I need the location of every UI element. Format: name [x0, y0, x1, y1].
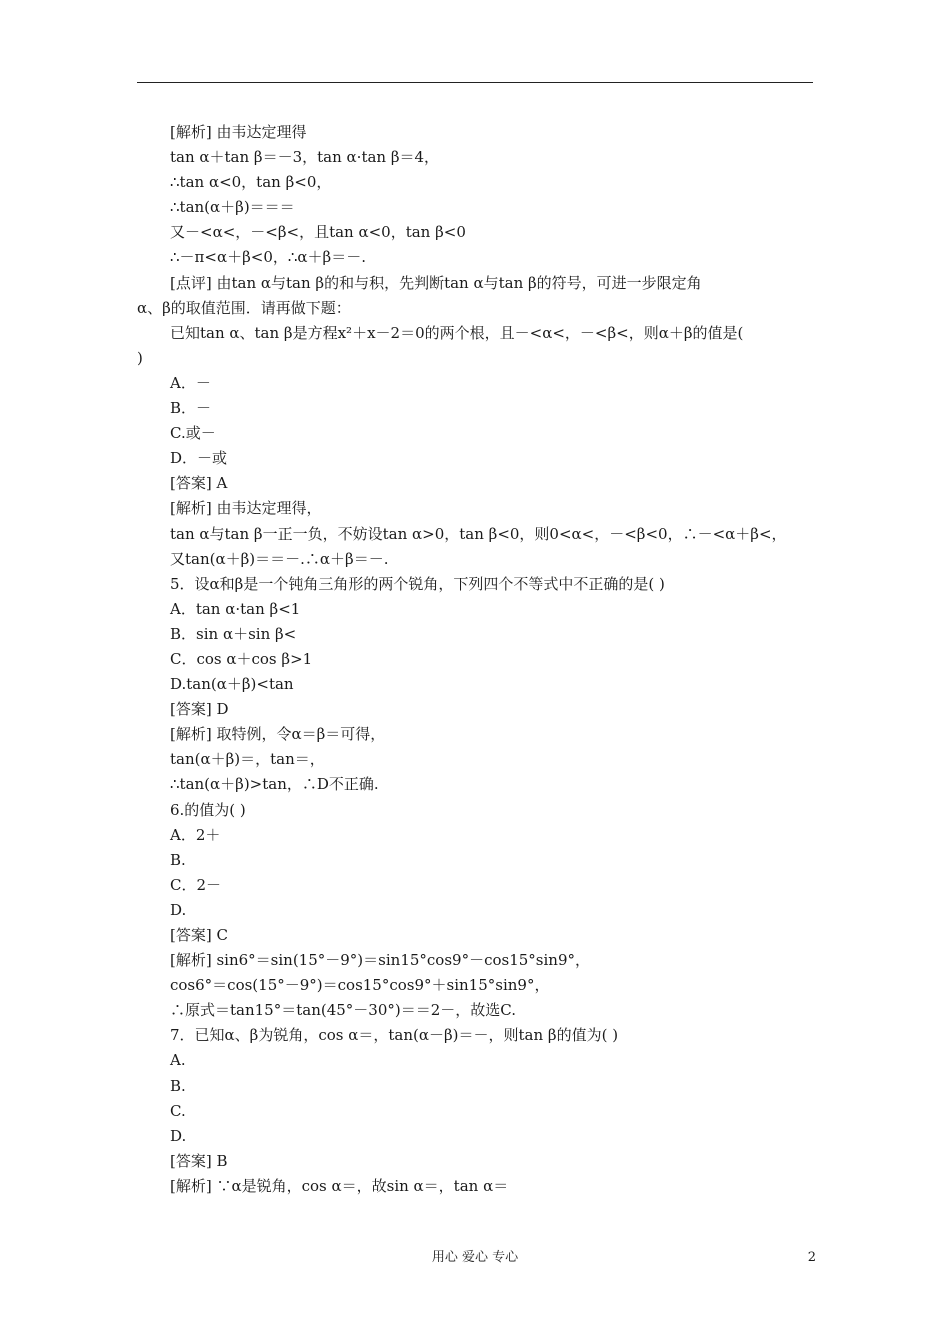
text-line: 又－<α<，－<β<，且tan α<0，tan β<0 [170, 223, 466, 242]
text-line: A．2＋ [170, 825, 221, 844]
text-line: C. [170, 1101, 186, 1120]
page-footer [0, 1248, 950, 1268]
footer-slogan: 用心 爱心 专心 [431, 1250, 519, 1265]
text-line: [解析] 由韦达定理得 [170, 123, 307, 141]
text-line: [答案] A [170, 474, 228, 493]
body-text [137, 120, 817, 1199]
text-line: [点评] 由tan α与tan β的和与积，先判断tan α与tan β的符号，可进一步限定角 [170, 273, 702, 292]
text-line: B．sin α＋sin β< [170, 624, 297, 643]
text-line: [答案] C [170, 926, 228, 944]
text-line: [解析] sin6°＝sin(15°－9°)＝sin15°cos9°－cos15°sin9°， [170, 951, 590, 970]
text-line: ∴－π<α＋β<0，∴α＋β＝－. [170, 248, 366, 267]
text-line: B．－ [170, 399, 212, 418]
text-line: tan α与tan β一正一负，不妨设tan α>0，tan β<0，则0<α<，－<β<0，∴－<α＋β<， [170, 524, 787, 543]
text-line: 7．已知α、β为锐角，cos α＝，tan(α－β)＝－，则tan β的值为( ) [170, 1026, 619, 1045]
header-rule [137, 82, 813, 83]
text-line: 6.的值为( ) [170, 800, 246, 819]
text-line: [解析] ∵α是锐角，cos α＝，故sin α＝，tan α＝ [170, 1176, 509, 1195]
text-line: cos6°＝cos(15°－9°)＝cos15°cos9°＋sin15°sin9°， [170, 976, 550, 995]
text-line: A．tan α·tan β<1 [170, 599, 301, 618]
text-line: ) [137, 348, 143, 367]
text-line: C.或－ [170, 424, 216, 443]
text-line: tan(α＋β)＝，tan＝， [170, 750, 325, 769]
text-line: 已知tan α、tan β是方程x²＋x－2＝0的两个根，且－<α<，－<β<，则α＋β的值是( [170, 323, 744, 342]
text-line: α、β的取值范围．请再做下题： [137, 298, 351, 317]
text-line: D.tan(α＋β)<tan [170, 675, 294, 694]
text-line: A．－ [170, 373, 211, 392]
text-line: [解析] 取特例，令α＝β＝可得， [170, 725, 386, 744]
text-line: A. [170, 1051, 186, 1070]
text-line: B. [170, 850, 186, 869]
text-line: ∴tan(α＋β)＝＝＝ [170, 198, 295, 217]
text-line: B. [170, 1076, 186, 1095]
page-number: 2 [807, 1250, 816, 1265]
text-line: 5．设α和β是一个钝角三角形的两个锐角，下列四个不等式中不正确的是( ) [170, 574, 665, 593]
text-line: tan α＋tan β＝－3，tan α·tan β＝4， [170, 148, 440, 167]
text-line: ∴tan(α＋β)>tan，∴D不正确. [170, 775, 379, 794]
text-line: ∴tan α<0，tan β<0， [170, 173, 332, 192]
text-line: C．2－ [170, 875, 222, 894]
text-line: D. [170, 1126, 187, 1145]
text-line: D. [170, 900, 187, 919]
text-line: ∴原式＝tan15°＝tan(45°－30°)＝＝2－，故选C. [170, 1001, 516, 1020]
text-line: D．－或 [170, 449, 228, 468]
text-line: [解析] 由韦达定理得， [170, 499, 322, 518]
text-line: C．cos α＋cos β>1 [170, 649, 313, 668]
text-line: [答案] B [170, 1151, 228, 1170]
text-line: [答案] D [170, 700, 229, 719]
text-line: 又tan(α＋β)＝＝－.∴α＋β＝－. [170, 549, 389, 568]
